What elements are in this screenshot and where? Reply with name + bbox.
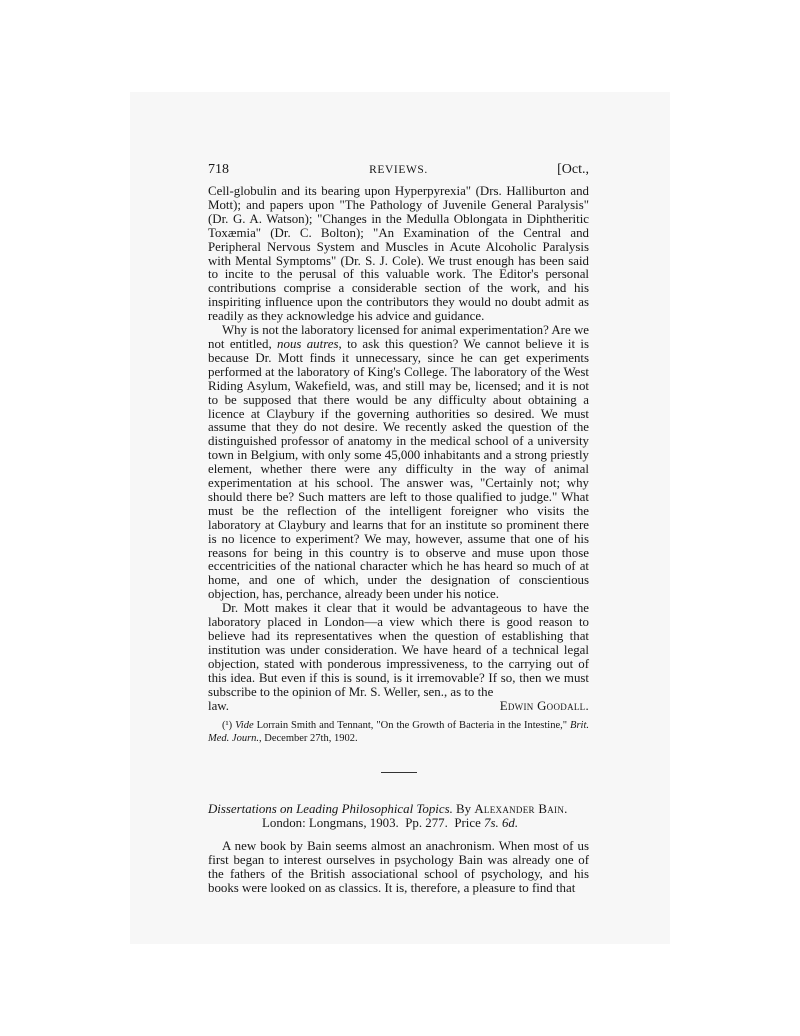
footnote-text: Lorrain Smith and Tennant, "On the Growth of Bacteria in the Intestine," [253,720,571,732]
page-number: 718 [208,162,229,177]
book-author: Alexander Bain. [474,802,568,817]
book-title: Dissertations on Leading Philosophical Topics. [208,802,453,817]
paragraph-laboratory-licence [208,324,589,602]
footnote-vide: Vide [235,720,254,732]
section-divider [381,772,417,773]
page-content [208,163,589,896]
footnote-text: , December 27th, 1902. [259,732,358,744]
signature-line [208,700,589,714]
price: 7s. 6d. [484,816,519,831]
paragraph-london-laboratory: Dr. Mott makes it clear that it would be advantageous to have the laboratory placed in London—a view which there is good reason to believe had its representatives when the question of establishing that institution was under consideration. We have heard of a technical legal objection, stated with ponderous impressiveness, to the carrying out of this idea. But even if this is sound, is it irremovable? If so, then we must subscribe to the opinion of Mr. S. Weller, sen., as to the [208,601,589,699]
footnote-journal: Brit. Med. Journ. [208,720,589,744]
paragraph-continuation: Cell-globulin and its bearing upon Hyperpyrexia" (Drs. Halliburton and Mott); and papers upon "The Pathology of Juvenile General Paralysis" (Dr. G. A. Watson); "Changes in the Medulla Oblongata in Diphtheritic Toxæmia" (Dr. C. Bolton); "An Examination of the Central and Peripheral Nervous System and Muscles in Acute Alcoholic Paralysis with Mental Symptoms" (Dr. S. J. Cole). We trust enough has been said to incite to the perusal of this valuable work. The Editor's personal contributions comprise a considerable section of the work, and his inspiriting influence upon the contributors they would no doubt admit as readily as they acknowledge his advice and guidance. [208,184,589,324]
footnote [208,720,589,745]
last-word: law. [208,698,229,713]
italic-phrase: nous autres [277,336,339,351]
header-date: [Oct., [557,162,589,177]
footnote-marker: (¹) [222,720,233,732]
running-header [208,163,589,181]
publisher: London: Longmans, 1903. [262,816,399,831]
running-title: REVIEWS. [369,164,428,176]
review-by: By [452,802,475,817]
review-heading [208,803,589,831]
price-label: Price [454,816,481,831]
review-body: A new book by Bain seems almost an anachronism. When most of us first began to interest ourselves in psychology Bain was already one of the fathers of the British associational school of psychology, and his books were looked on as classics. It is, therefore, a pleasure to find that [208,839,589,895]
paragraph-text: , to ask this question? We cannot believe it is because Dr. Mott finds it unnecessary, since he can get experiments performed at the laboratory of King's College. The laboratory of the West Riding Asylum, Wakefield, was, and still may be, licensed; and it is not to be supposed that there would be any difficulty about obtaining a licence at Claybury if the governing authorities so desired. We must assume that they do not desire. We recently asked the question of the distinguished professor of anatomy in the medical school of a university town in Belgium, with only some 45,000 inhabitants and a strong priestly element, whether there were any difficulty in the way of animal experimentation at his school. The answer was, "Certainly not; why should there be? Such matters are left to those qualified to judge." What must be the reflection of the intelligent foreigner who visits the laboratory at Claybury and learns that for an institute so prominent there is no licence to experiment? We may, however, assume that one of his reasons for being in this country is to observe and muse upon those eccentricities of the national character which he has heard so much of at home, and one of which, under the designation of conscientious objection, has, perchance, already been under his notice. [208,336,589,602]
page-count: Pp. 277. [405,816,448,831]
paragraph-text: Why is not the laboratory licensed for animal experimentation? Are we not entitled, [208,323,589,351]
author-signature: Edwin Goodall. [499,698,589,713]
publication-details [222,817,589,831]
